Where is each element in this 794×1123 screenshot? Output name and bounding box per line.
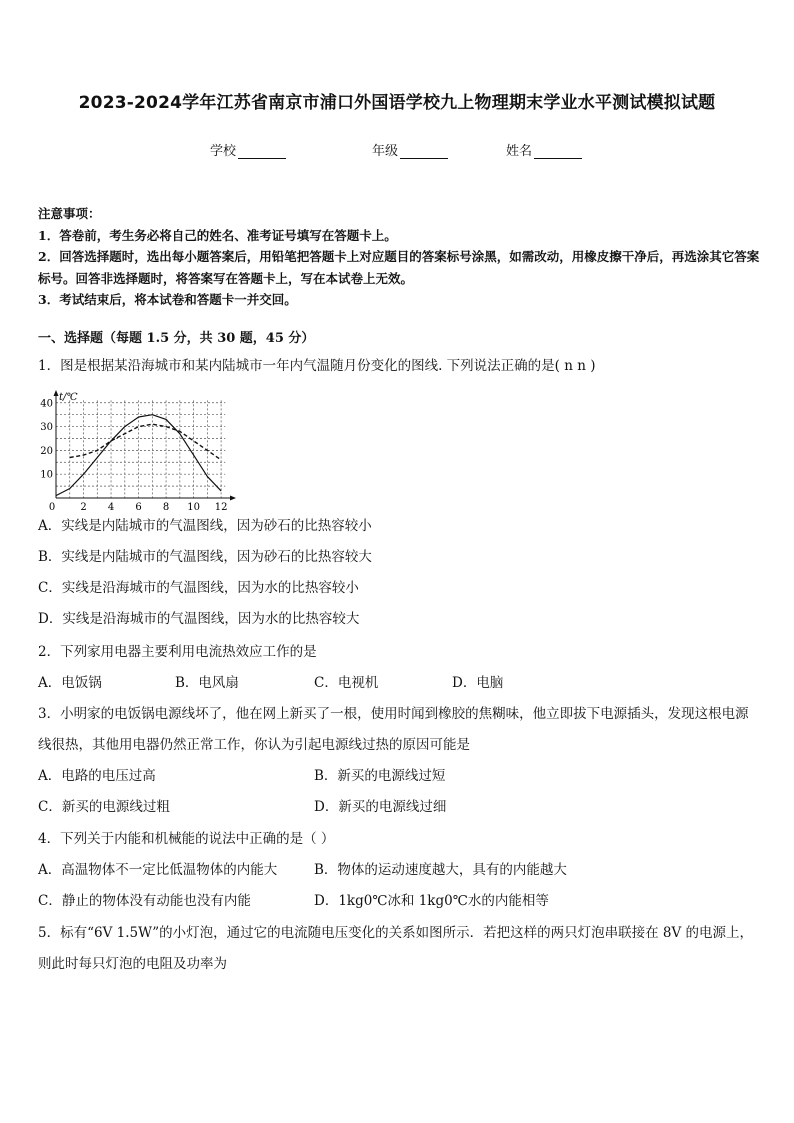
question-2 <box>38 637 760 699</box>
option-d[interactable]: D．实线是沿海城市的气温图线，因为水的比热容较大 <box>38 611 360 627</box>
option-d[interactable]: D．电脑 <box>452 675 504 691</box>
option-d[interactable]: D．新买的电源线过细 <box>314 799 447 815</box>
y-tick-label: 10 <box>40 469 53 481</box>
question-stem: 5．标有“6V 1.5W”的小灯泡，通过它的电流随电压变化的关系如图所示．若把这样的两只灯泡串联接在 8V 的电源上，则此时每只灯泡的电阻及功率为 <box>38 925 754 972</box>
note-item: 3．考试结束后，将本试卷和答题卡一并交回。 <box>38 292 297 307</box>
options-row <box>38 668 760 699</box>
dashed-series-line <box>70 424 221 460</box>
options-row <box>38 886 760 917</box>
exam-notes <box>38 203 760 311</box>
option-b[interactable]: B．电风扇 <box>175 675 239 691</box>
x-tick-label: 8 <box>162 502 170 513</box>
question-stem: 2．下列家用电器主要利用电流热效应工作的是 <box>38 644 317 660</box>
x-tick-label: 0 <box>48 502 56 513</box>
name-field[interactable] <box>506 140 582 159</box>
x-tick-label: 12 <box>214 502 228 513</box>
option-c[interactable]: C．电视机 <box>314 675 379 691</box>
question-stem: 3．小明家的电饭锅电源线坏了，他在网上新买了一根，使用时闻到橡胶的焦糊味，他立即拔下电源插头，发现这根电源线很热，其他用电器仍然正常工作，你认为引起电源线过热的原因可能是 <box>38 706 749 753</box>
x-tick-label: 10 <box>187 502 200 513</box>
option-b[interactable]: B．实线是内陆城市的气温图线，因为砂石的比热容较大 <box>38 549 372 565</box>
chart-svg <box>36 386 236 516</box>
x-tick-label: 6 <box>135 502 142 513</box>
x-axis-arrow <box>230 496 236 501</box>
y-tick-label: 20 <box>40 445 53 457</box>
option-c[interactable]: C．新买的电源线过粗 <box>38 799 170 815</box>
options-row <box>38 855 760 886</box>
y-axis-arrow <box>54 390 59 396</box>
option-a[interactable]: A．电路的电压过高 <box>38 768 156 784</box>
y-axis-label: t/℃ <box>59 392 78 403</box>
grade-blank[interactable] <box>400 146 448 159</box>
option-b[interactable]: B．新买的电源线过短 <box>314 768 446 784</box>
options-row <box>38 761 760 792</box>
option-d[interactable]: D．1kg0℃冰和 1kg0℃水的内能相等 <box>314 893 549 909</box>
name-blank[interactable] <box>534 146 582 159</box>
grade-field[interactable] <box>372 140 448 159</box>
option-c[interactable]: C．静止的物体没有动能也没有内能 <box>38 893 251 909</box>
x-tick-label: 4 <box>107 502 115 513</box>
question-4 <box>38 824 760 917</box>
note-item: 2．回答选择题时，选出每小题答案后，用铅笔把答题卡上对应题目的答案标号涂黑，如需改动，用橡皮擦干净后，再选涂其它答案标号。回答非选择题时，将答案写在答题卡上，写在本试卷上无效。 <box>38 249 760 286</box>
option-a[interactable]: A．高温物体不一定比低温物体的内能大 <box>38 862 278 878</box>
section-title: 一、选择题（每题 1.5 分，共 30 题，45 分） <box>38 331 315 346</box>
notes-heading: 注意事项： <box>38 206 101 221</box>
question-stem: 4．下列关于内能和机械能的说法中正确的是（ ） <box>38 831 335 847</box>
note-item: 1．答卷前，考生务必将自己的姓名、准考证号填写在答题卡上。 <box>38 227 397 243</box>
school-label: 学校 <box>210 144 237 159</box>
y-tick-label: 30 <box>40 422 53 434</box>
option-a[interactable]: A．电饭锅 <box>38 675 102 691</box>
option-b[interactable]: B．物体的运动速度越大，具有的内能越大 <box>314 862 567 878</box>
option-c[interactable]: C．实线是沿海城市的气温图线，因为水的比热容较小 <box>38 580 359 596</box>
x-tick-label: 2 <box>80 502 87 513</box>
school-blank[interactable] <box>238 146 286 159</box>
question-1-options <box>38 511 760 635</box>
name-label: 姓名 <box>506 144 533 159</box>
exam-title: 2023-2024学年江苏省南京市浦口外国语学校九上物理期末学业水平测试模拟试题 <box>78 93 716 113</box>
option-a[interactable]: A．实线是内陆城市的气温图线，因为砂石的比热容较小 <box>38 518 372 534</box>
question-5 <box>38 918 760 980</box>
school-field[interactable] <box>210 140 286 159</box>
options-row <box>38 792 760 823</box>
question-1 <box>38 351 760 382</box>
temperature-chart <box>36 386 236 516</box>
y-tick-label: 40 <box>40 398 53 410</box>
question-stem: 1．图是根据某沿海城市和某内陆城市一年内气温随月份变化的图线. 下列说法正确的是( n n ) <box>38 358 596 374</box>
grade-label: 年级 <box>372 144 399 159</box>
question-3 <box>38 699 760 823</box>
